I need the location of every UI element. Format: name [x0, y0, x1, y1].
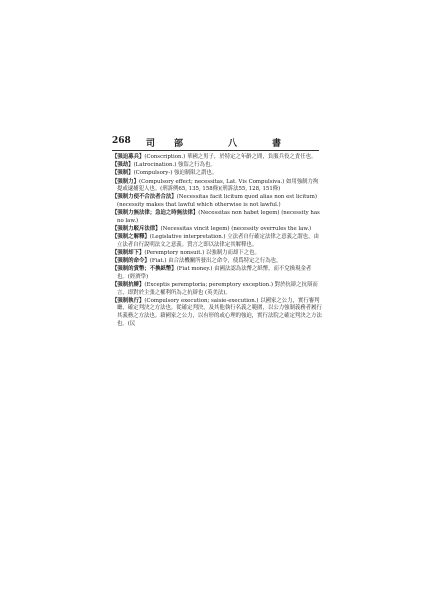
entry-text: (Conscription.) 華國之男子，於特定之年齡之間，負服兵役之責任也。 — [144, 154, 317, 160]
entry-text: (Exceptis peremptoria; peremptory exception.) 對於抗辯之抗辯而言，即對於主張之權利所為之抗辯也 (英美法)。 — [117, 282, 318, 296]
entry-term: 【强制】 — [112, 170, 134, 177]
entry-text: (Necessitas vincit legem) (necessity overrules the law.) — [160, 225, 312, 232]
header-title-char: 八 — [228, 139, 238, 149]
entry-text: (Fiat money.) 由國法認為法幣之紙幣，而不兌換現金者也。(經濟學) — [117, 266, 312, 280]
entry-term: 【强制抗辯】 — [112, 282, 145, 289]
entry-text: (Compulsory-) 強迫制限之謂也。 — [133, 170, 218, 177]
entry-text: (Peremptory nonsuit.) 以強制力而却下之也。 — [144, 249, 260, 256]
header-rule — [112, 150, 319, 151]
dictionary-entry — [112, 298, 322, 328]
entry-term: 【强制力無法律；急迫之時無法律】 — [112, 210, 199, 217]
header-title-char: 部 — [174, 139, 184, 149]
dictionary-entry — [112, 170, 322, 178]
dictionary-entry — [112, 258, 322, 266]
entry-term: 【强迫募兵】 — [112, 154, 145, 160]
entry-text: (Necessitas facit licitum quod alias non est licitum) (necessity makes that lawful which otherwise is not lawful.) — [117, 194, 317, 208]
entry-term: 【强制執行】 — [112, 297, 145, 304]
entry-term: 【强制力使不合法者合法】 — [112, 194, 177, 201]
entry-text: (Necessitas non habet legem) (necessity has no law.) — [117, 210, 320, 224]
dictionary-entry — [112, 266, 322, 281]
entry-term: 【强制的命令】 — [112, 258, 150, 265]
page-number: 268 — [112, 136, 131, 146]
dictionary-entry — [112, 210, 322, 225]
dictionary-entry — [112, 154, 322, 162]
header-title-char: 司 — [146, 139, 156, 149]
entry-term: 【强制力】 — [112, 178, 139, 185]
entry-term: 【强制之解釋】 — [112, 234, 150, 241]
dictionary-entry — [112, 162, 322, 170]
dictionary-entry — [112, 179, 322, 194]
entry-term: 【强制却下】 — [112, 249, 145, 256]
dictionary-entry — [112, 250, 322, 258]
page-header — [112, 136, 312, 150]
entry-text: (Fiat.) 由合法機關所發出之命令，使爲特定之行為也。 — [149, 258, 282, 265]
entry-text: (Legislative interpretation.) 立法者自行確定法律之意義之謂也。由立法者自行說明法文之意義。質言之即以法律定其解釋也。 — [117, 234, 319, 248]
header-title-char: 書 — [272, 139, 282, 149]
entry-term: 【强劫】 — [112, 162, 134, 169]
entry-text: (Latrocination.) 強盜之行為也。 — [133, 162, 216, 169]
dictionary-entry — [112, 226, 322, 234]
dictionary-entry — [112, 234, 322, 249]
entry-text: (Compulsory execution; saisie-execution.) 以國家之公力，實行審判廳，確定判決之方法也。從確定判決，及其他執行名義之範圍，以公力強制義務者履行其義務之方法也。藉國家之公力，以有形的或心理的強迫，實行法院之確定判決之方法也。(民 — [117, 297, 322, 327]
dictionary-entry — [112, 194, 322, 209]
entry-text: (Compulsory effect; necessitas, Lat. Vis Compulsiva.) 如用強制力拘提或逮捕犯人也。(刑訴例65, 135, 158條)(刑訴法55, 128, 151條) — [117, 178, 319, 193]
dictionary-body — [112, 154, 322, 329]
entry-term: 【强制力駁斥法律】 — [112, 225, 161, 232]
dictionary-entry — [112, 282, 322, 297]
entry-term: 【强制的貨幣；不換紙幣】 — [112, 266, 177, 273]
